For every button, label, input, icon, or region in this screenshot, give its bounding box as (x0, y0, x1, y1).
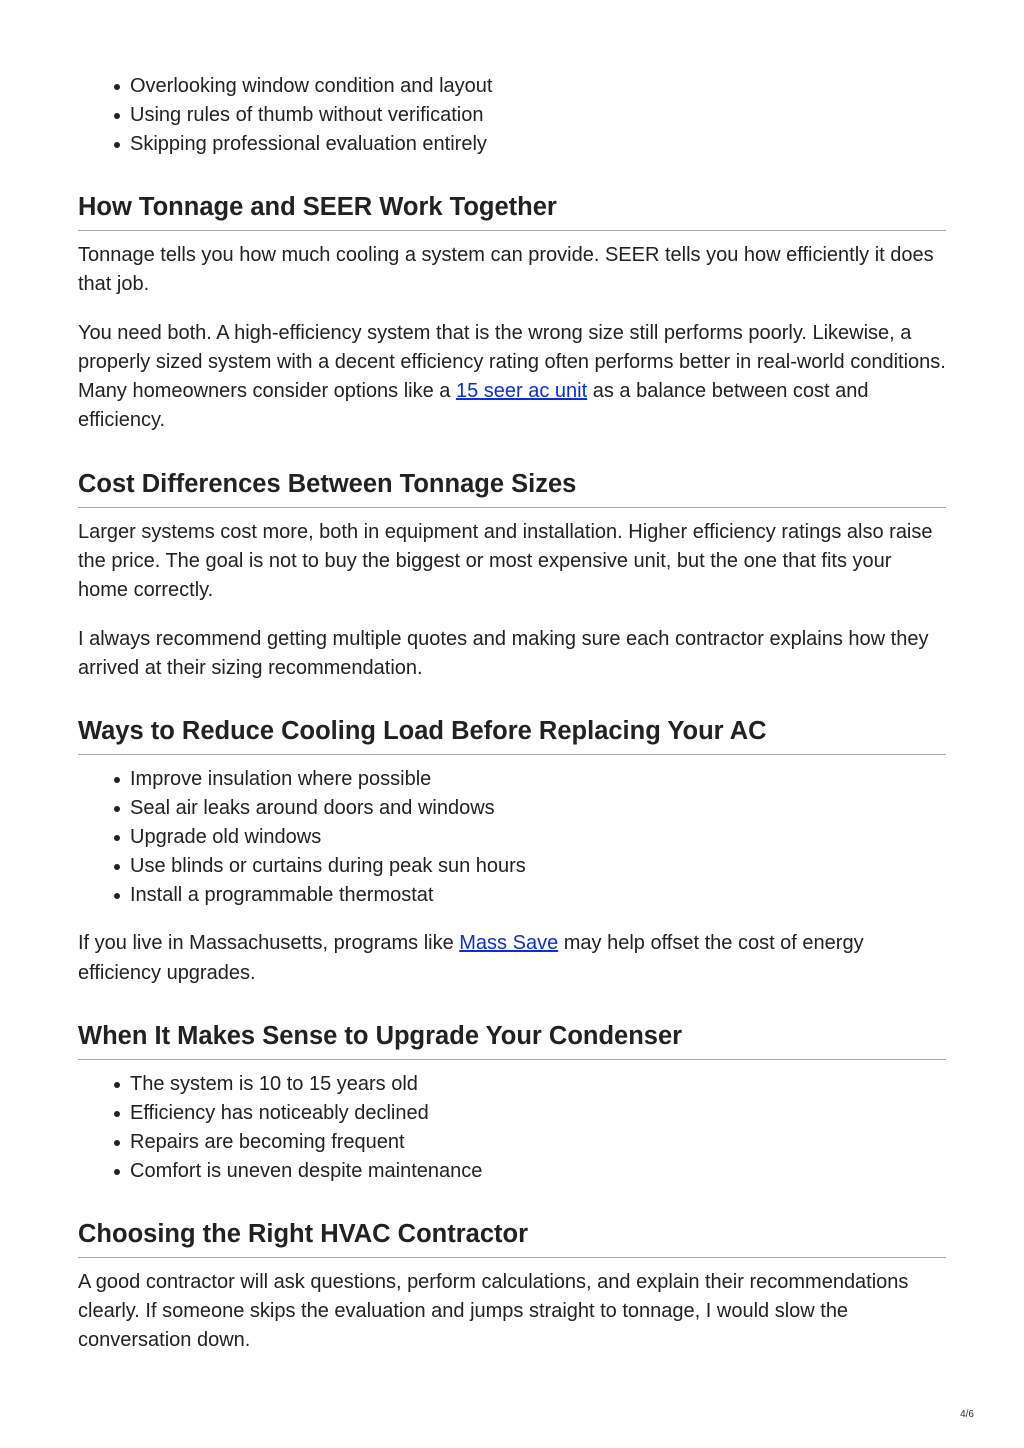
paragraph: I always recommend getting multiple quotes and making sure each contractor explains how they arrived at their sizing recommendation. (78, 627, 929, 679)
paragraph: A good contractor will ask questions, perform calculations, and explain their recommendations clearly. If someone skips the evaluation and jumps straight to tonnage, I would slow the conversation down. (78, 1270, 909, 1352)
section-tonnage-seer (78, 190, 946, 436)
list-item: Repairs are becoming frequent (130, 1128, 946, 1157)
page-number: 4/6 (960, 1409, 974, 1420)
list-item: Improve insulation where possible (130, 765, 946, 794)
paragraph: Larger systems cost more, both in equipment and installation. Higher efficiency ratings also raise the price. The goal is not to buy the biggest or most expensive unit, but the one that fits your home correctly. (78, 520, 933, 602)
paragraph-text: You need both. A high-efficiency system that is the wrong size still performs poorly. Likewise, a properly sized system with a decent efficiency rating often performs better in real-world conditions. Many homeowners consider options like a (78, 321, 946, 403)
list-item: The system is 10 to 15 years old (130, 1070, 946, 1099)
upgrade-reasons-list (78, 1070, 946, 1186)
list-item: Seal air leaks around doors and windows (130, 794, 946, 823)
intro-bullet-list (78, 72, 946, 159)
list-item: Comfort is uneven despite maintenance (130, 1157, 946, 1186)
section-reduce-cooling-load (78, 714, 946, 988)
section-choosing-contractor (78, 1217, 946, 1356)
list-item: Overlooking window condition and layout (130, 72, 946, 101)
list-item: Use blinds or curtains during peak sun hours (130, 852, 946, 881)
section-heading: When It Makes Sense to Upgrade Your Condenser (78, 1019, 946, 1060)
paragraph (78, 319, 946, 436)
section-cost-differences (78, 467, 946, 683)
list-item: Using rules of thumb without verification (130, 101, 946, 130)
paragraph-text: If you live in Massachusetts, programs like (78, 932, 460, 955)
paragraph (78, 929, 946, 988)
list-item: Skipping professional evaluation entirely (130, 130, 946, 159)
paragraph-text: as a balance between cost and efficiency. (78, 380, 869, 432)
mass-save-link[interactable]: Mass Save (459, 932, 559, 955)
section-heading: How Tonnage and SEER Work Together (78, 190, 946, 231)
list-item: Install a programmable thermostat (130, 881, 946, 910)
paragraph-text: may help offset the cost of energy efficiency upgrades. (78, 932, 864, 984)
list-item: Upgrade old windows (130, 823, 946, 852)
section-heading: Choosing the Right HVAC Contractor (78, 1217, 946, 1258)
section-heading: Cost Differences Between Tonnage Sizes (78, 467, 946, 508)
seer-ac-unit-link[interactable]: 15 seer ac unit (455, 380, 588, 403)
document-page (78, 72, 946, 1356)
section-upgrade-condenser (78, 1019, 946, 1186)
paragraph: Tonnage tells you how much cooling a system can provide. SEER tells you how efficiently it does that job. (78, 244, 934, 296)
section-heading: Ways to Reduce Cooling Load Before Replacing Your AC (78, 714, 946, 755)
list-item: Efficiency has noticeably declined (130, 1099, 946, 1128)
reduce-load-list (78, 765, 946, 910)
